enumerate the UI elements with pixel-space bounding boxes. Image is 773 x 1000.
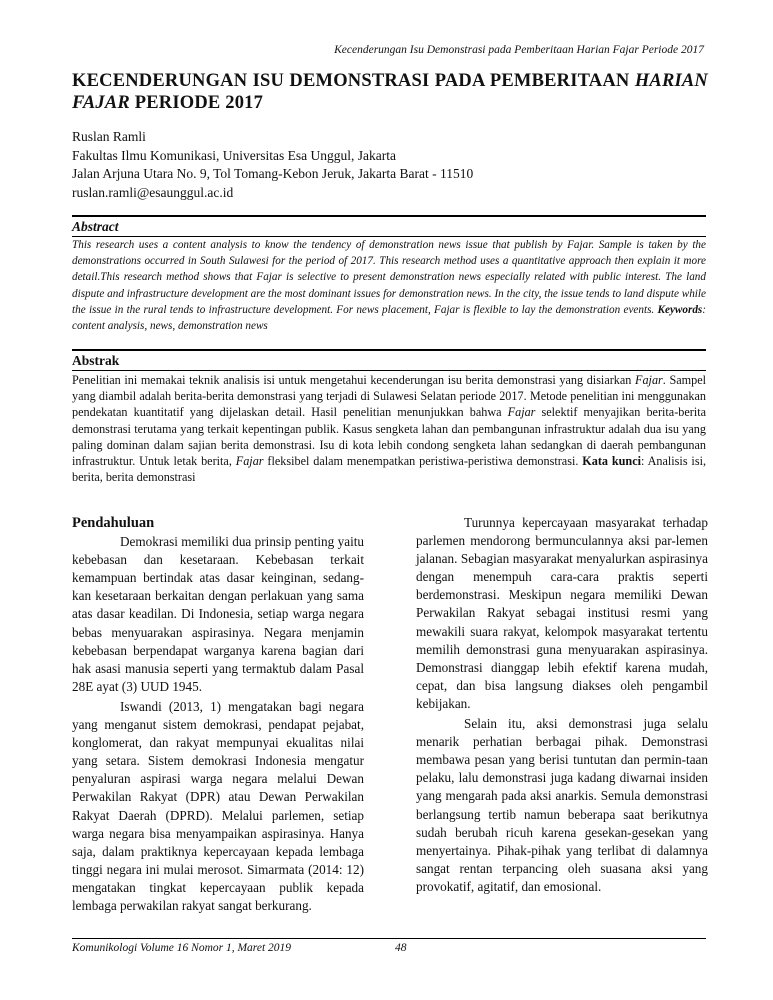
footer-journal: Komunikologi Volume 16 Nomor 1, Maret 2019 (72, 942, 292, 954)
abstrak-top-rule (72, 349, 706, 351)
author-affiliation: Fakultas Ilmu Komunikasi, Universitas Esa Unggul, Jakarta (72, 147, 396, 163)
kata-kunci: : Analisis isi, berita, berita demonstrasi (72, 454, 706, 485)
fajar-italic-1: Fajar (635, 373, 663, 387)
paragraph: Iswandi (2013, 1) mengatakan bagi negara yang menganut sistem demokrasi, pendapat pejabat, konglomerat, dan rakyat mempunyai ekualitas nilai yang setara. Sistem demokrasi Indonesia mengatur penyaluran aspirasi warga negara melalui Dewan Perwakilan Rakyat (DPR) atau Dewan Perwakilan Rakyat Daerah (DPRD). Melalui parlemen, setiap warga negara bisa menyampaikan aspirasinya. Hanya saja, dalam praktiknya kepercayaan kepada lembaga tinggi negara ini mulai merosot. Simarmata (2014: 12) mengatakan tingkat kepercayaan publik kepada lembaga perwakilan rakyat sangat berkurang. (72, 698, 364, 913)
section-heading-pendahuluan: Pendahuluan (72, 515, 155, 531)
title-text-end: PERIODE 2017 (129, 93, 264, 113)
abstract-en-text: This research uses a content analysis to know the tendency of demonstration news issue that publish by Fajar. Sample is taken by the demonstrations occurred in South Sulawesi for the period of 2017. This research method uses a quantitative approach then explain it more detail.This research method shows that Fajar is selective to present demonstration news especially related with public interest. The land dispute and infrastructure development are the most dominant issues for demonstration news. In the city, the issue tends to land dispute while the issue in the rural tends to infrastructure development. For news placement, Fajar is flexible to lay the demonstration events. (72, 239, 706, 316)
page-number: 48 (395, 942, 407, 954)
page-footer (72, 942, 407, 954)
abstract-en-body (72, 237, 706, 334)
fajar-italic-3: Fajar (235, 454, 264, 469)
paragraph: Demokrasi memiliki dua prinsip penting yaitu kebebasan dan kesetaraan. Kebebasan terkait kemampuan bertindak atas dasar keinginan, sedang-kan kesetaraan berkaitan dengan perlakuan yang sama atas dasar keadilan. Di Indonesia, setiap warga negara bebas menyuarakan aspirasinya. Negara menjamin kebebasan berpendapat warganya karena bagian dari hak asasi manusia seperti yang termaktub dalam Pasal 28E ayat (3) UUD 1945. (72, 534, 364, 694)
keywords-label: Keywords (657, 303, 703, 316)
abstract-id-body (72, 372, 706, 485)
abstrak-text-2: . Sampel yang diambil adalah berita-berita demonstrasi yang terjadi di Sulawesi Selatan periode 2017. Metode penelitian ini menggunakan pendekatan kuantitatif yang dijelaskan detail. Hasil penelitian menunjukkan bahwa (72, 373, 706, 420)
paragraph: Turunnya kepercayaan masyarakat terhadap parlemen mendorong bermunculannya aksi par-lemen jalanan. Sebagian masyarakat menyalurkan aspirasinya dengan menempuh cara-cara praktis seperti berdemonstrasi. Meskipun negara memiliki Dewan Perwakilan Rakyat sebagai institusi resmi yang mewakili suara rakyat, kelompok masyarakat tertentu memilih demonstrasi guna menyuarakan aspirasinya. Demonstrasi dianggap lebih efektif karena mudah, cepat, dan bisa langsung diakses oleh pengambil kebijakan. (416, 515, 708, 711)
abstract-heading: Abstract (72, 219, 119, 234)
title-italic-text: HARIAN FAJAR (72, 71, 708, 113)
left-column (72, 514, 364, 915)
keywords-en: : content analysis, news, demonstration news (72, 303, 706, 333)
paper-title (72, 70, 708, 114)
footer-rule (72, 938, 706, 939)
author-address: Jalan Arjuna Utara No. 9, Tol Tomang-Kebon Jeruk, Jakarta Barat - 11510 (72, 166, 474, 181)
fajar-italic-2: Fajar (507, 405, 536, 420)
author-name: Ruslan Ramli (72, 129, 146, 144)
author-email: ruslan.ramli@esaunggul.ac.id (72, 184, 234, 200)
paragraph: Selain itu, aksi demonstrasi juga selalu menarik perhatian berbagai pihak. Demonstrasi membawa pesan yang berisi tuntutan dan permin-taan pelaku, lalu demonstrasi juga kadang diwarnai insiden yang mengarah pada aksi anarkis. Semula demonstrasi berlangsung tertib namun beberapa saat berikutnya sudah berubah ricuh karena gesekan-gesekan yang menyertainya. Pihak-pihak yang terlibat di dalamnya sangat rentan terpancing oleh suasana aksi yang provokatif, agitatif, dan emosional. (416, 716, 708, 894)
abstrak-text-4: fleksibel dalam menempatkan peristiwa-peristiwa demonstrasi. (263, 454, 583, 469)
author-block (72, 128, 708, 202)
abstrak-text-1: Penelitian ini memakai teknik analisis isi untuk mengetahui kecenderungan isu berita demonstrasi yang disiarkan (72, 373, 636, 387)
title-text: KECENDERUNGAN ISU DEMONSTRASI PADA PEMBERITAAN (72, 71, 635, 91)
kata-kunci-label: Kata kunci (582, 454, 642, 469)
abstrak-heading-rule (72, 370, 706, 371)
right-column (416, 514, 708, 896)
abstrak-heading: Abstrak (72, 353, 120, 368)
abstrak-text-3: selektif menyajikan berita-berita demonstrasi terutama yang terkait kepentingan publik. Kasus sengketa lahan dan pembangunan infrastruktur adalah dua isu yang paling dominan dalam sajian berita demonstrasi. Isu di kota lebih condong sengketa lahan sedangkan di daerah pembangunan infrastruktur. Untuk letak berita, (72, 405, 706, 469)
abstract-top-rule (72, 215, 706, 217)
running-head: Kecenderungan Isu Demonstrasi pada Pemberitaan Harian Fajar Periode 2017 (334, 44, 704, 56)
